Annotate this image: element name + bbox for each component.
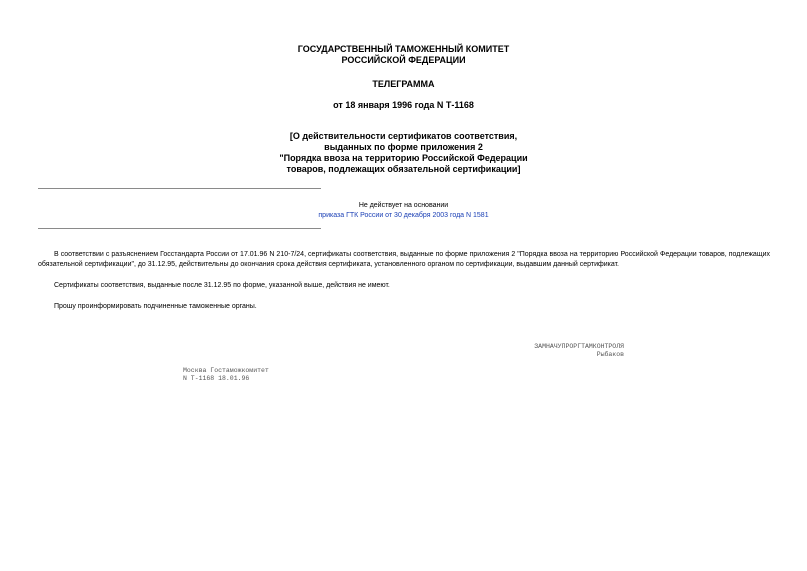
dispatch-reference: N Т-1168 18.01.96	[183, 375, 250, 382]
divider-bottom	[38, 228, 321, 229]
signature-position: ЗАМНАЧУПРОРГТАМКОНТРОЛЯ	[534, 343, 624, 350]
subject-line-1: [О действительности сертификатов соответствия,	[289, 131, 518, 141]
signature-name: Рыбаков	[596, 351, 624, 358]
issuer-heading	[0, 44, 807, 66]
dispatch-footer	[183, 367, 269, 383]
subject-line-3: "Порядка ввоза на территорию Российской Федерации	[279, 153, 528, 163]
issuer-line-2: РОССИЙСКОЙ ФЕДЕРАЦИИ	[341, 55, 466, 65]
document-date	[0, 100, 807, 111]
subject-line-2: выданных по форме приложения 2	[324, 142, 483, 152]
body-paragraph-1: В соответствии с разъяснением Госстандарта России от 17.01.96 N 210-7/24, сертификаты соответствия, выданные по форме приложения 2 "Порядка ввоза на территорию Российской Федерации товаров, подлежащих обязательной сертификации", до 31.12.95, действительны до окончания срока действия сертификата, установленного органом по сертификации, выдавшим данный сертификат.	[38, 251, 770, 268]
dispatch-origin: Москва Гостаможкомитет	[183, 367, 269, 374]
document-subject	[0, 131, 807, 175]
status-note-text: Не действует на основании	[358, 202, 449, 209]
subject-line-4: товаров, подлежащих обязательной сертификации]	[286, 164, 521, 174]
body-paragraph-3: Прошу проинформировать подчиненные таможенные органы.	[54, 303, 257, 310]
signature-block	[534, 343, 624, 359]
repeal-order-link[interactable]: приказа ГТК России от 30 декабря 2003 года N 1581	[318, 212, 489, 219]
issuer-line-1: ГОСУДАРСТВЕННЫЙ ТАМОЖЕННЫЙ КОМИТЕТ	[297, 44, 510, 54]
document-type-label: ТЕЛЕГРАММА	[372, 79, 435, 89]
status-note	[0, 201, 807, 221]
body-paragraph-2: Сертификаты соответствия, выданные после 31.12.95 по форме, указанной выше, действия не имеют.	[54, 282, 390, 289]
document-date-label: от 18 января 1996 года N Т-1168	[333, 100, 474, 110]
divider-top	[38, 188, 321, 189]
document-type	[0, 79, 807, 90]
